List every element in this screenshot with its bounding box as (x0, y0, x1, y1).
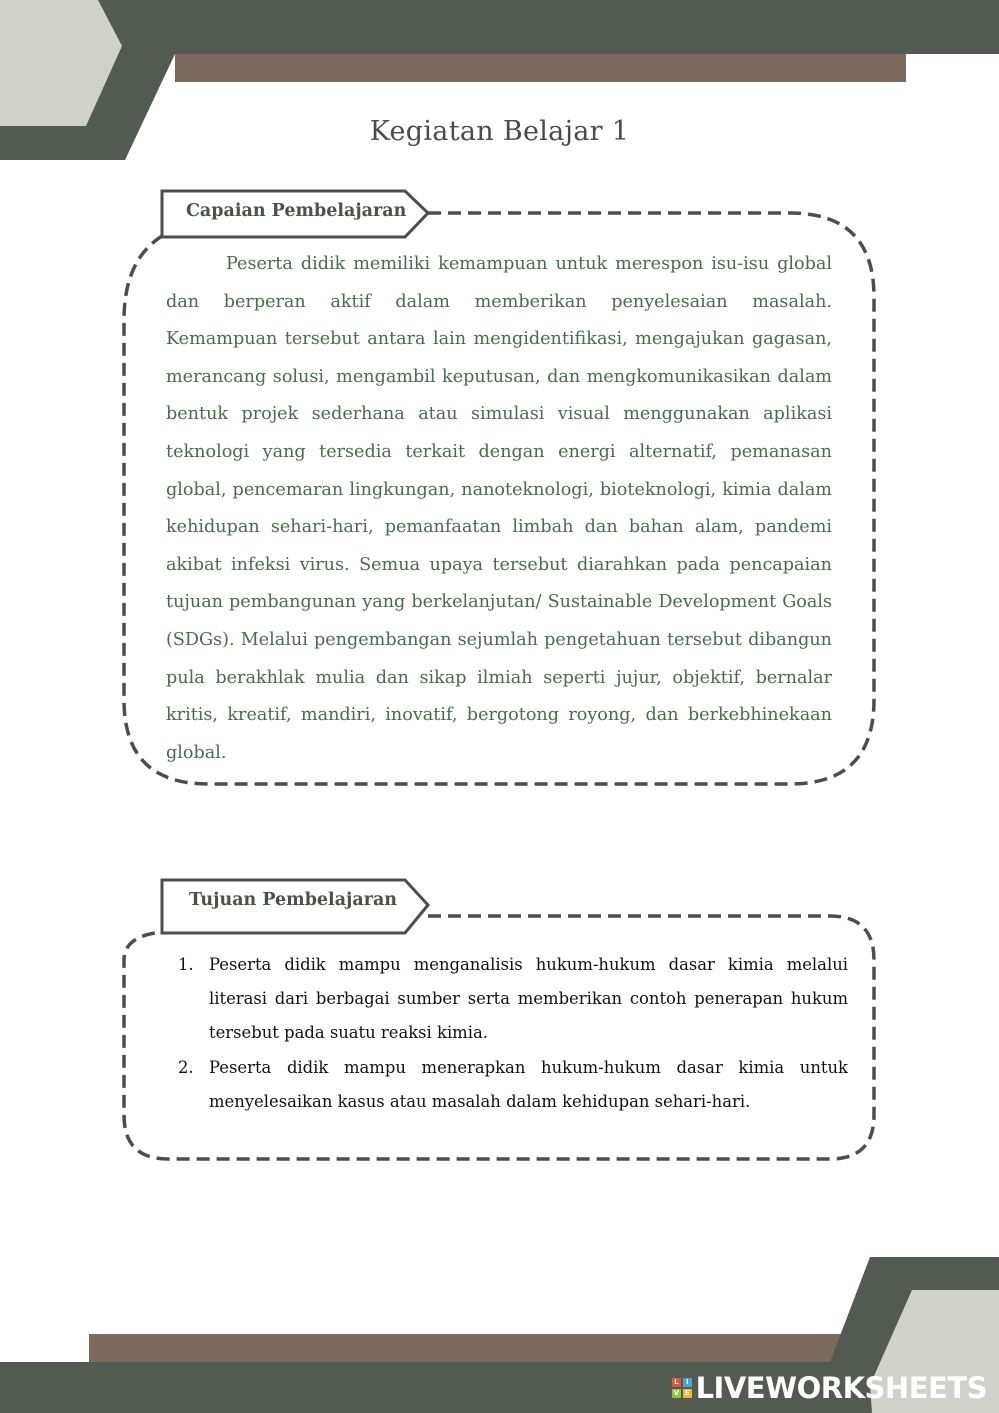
logo-mark-letter: E (683, 1389, 692, 1398)
logo-text: LIVEWORKSHEETS (695, 1371, 987, 1405)
list-item-text: Peserta didik mampu menerapkan hukum-hukum dasar kimia untuk menyelesaikan kasus atau masalah dalam kehidupan sehari-hari. (209, 1057, 848, 1111)
logo-mark-icon (672, 1378, 692, 1398)
tujuan-label: Tujuan Pembelajaran (189, 890, 398, 910)
capaian-label: Capaian Pembelajaran (186, 201, 407, 221)
list-item (178, 1051, 848, 1119)
list-item-number: 2. (178, 1057, 194, 1077)
logo-mark-letter: V (672, 1389, 681, 1398)
list-item (178, 948, 848, 1051)
logo-mark-letter: I (683, 1378, 692, 1387)
list-item-number: 1. (178, 955, 194, 974)
list-item-text: Peserta didik mampu menganalisis hukum-hukum dasar kimia melalui literasi dari berbagai sumber serta memberikan contoh penerapan hukum tersebut pada suatu reaksi kimia. (209, 955, 848, 1043)
liveworksheets-logo[interactable] (672, 1371, 987, 1405)
tujuan-list (178, 948, 848, 1119)
logo-mark-letter: L (672, 1378, 681, 1387)
capaian-text: Peserta didik memiliki kemampuan untuk merespon isu-isu global dan berperan aktif dalam memberikan penyelesaian masalah. Kemampuan tersebut antara lain mengidentifikasi, mengajukan gagasan, merancang solusi, mengambil keputusan, dan mengkomunikasikan dalam bentuk projek sederhana atau simulasi visual menggunakan aplikasi teknologi yang tersedia terkait dengan energi alternatif, pemanasan global, pencemaran lingkungan, nanoteknologi, bioteknologi, kimia dalam kehidupan sehari-hari, pemanfaatan limbah dan bahan alam, pandemi akibat infeksi virus. Semua upaya tersebut diarahkan pada pencapaian tujuan pembangunan yang berkelanjutan/ Sustainable Development Goals (SDGs). Melalui pengembangan sejumlah pengetahuan tersebut dibangun pula berakhlak mulia dan sikap ilmiah seperti jujur, objektif, bernalar kritis, kreatif, mandiri, inovatif, bergotong royong, dan berkebhinekaan global. (166, 254, 832, 763)
page-title: Kegiatan Belajar 1 (369, 116, 630, 147)
